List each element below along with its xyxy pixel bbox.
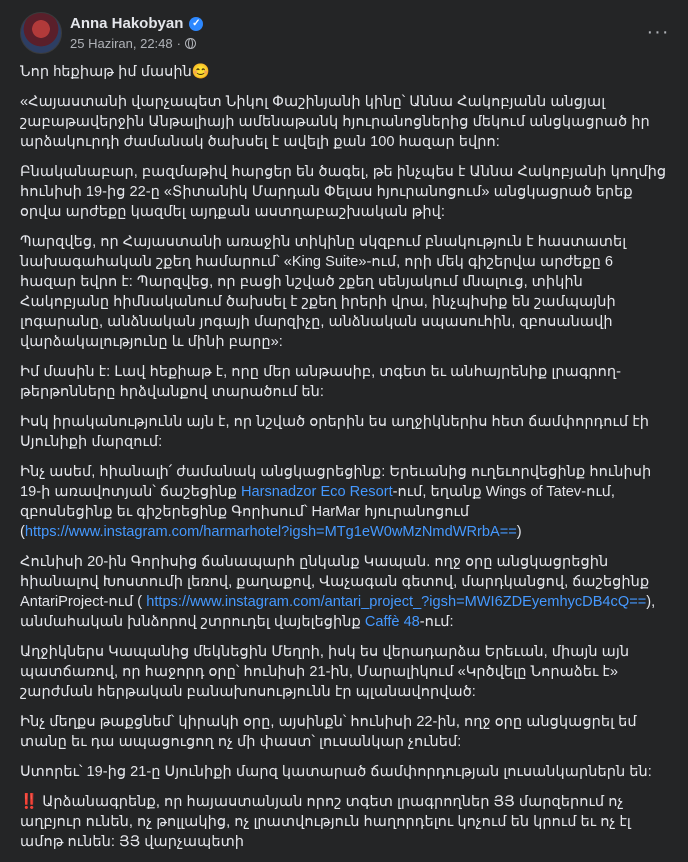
- meta-separator: ·: [176, 36, 181, 51]
- antari-instagram-link[interactable]: https://www.instagram.com/antari_project_?igsh=MWI6ZDEyemhycDB4cQ==: [146, 594, 647, 610]
- warning-icon: ‼️: [20, 794, 39, 810]
- author-row: [70, 15, 203, 32]
- post-meta: [70, 36, 196, 51]
- post-paragraph: Իմ մասին է: Լավ հեքիաթ է, որը մեր անթասիբ, տգետ եւ անհայրենիք լրագրող-թերթոնները հրձվանքով տարածում են:: [20, 364, 622, 400]
- harmar-instagram-link[interactable]: https://www.instagram.com/harmarhotel?igsh=MTg1eW0wMzNmdWRrbA==: [24, 524, 517, 540]
- paragraph-text: Հունիսի 20-ին Գորիսից ճանապարհ ընկանք Կապան. ողջ օրը անցկացրեցին հիանալով Խոստումի լեռով, քաղաքով, Վաչագան գետով, մարդկանցով, ճաշեցինք AntariProject-ում (: [20, 554, 654, 610]
- post-paragraph: [20, 552, 668, 632]
- verified-icon: ✓: [189, 17, 203, 31]
- more-icon[interactable]: ···: [646, 20, 670, 43]
- post-body: [20, 62, 671, 862]
- paragraph-text: ), անմահական խնձորով շտրուդել վայելեցինք: [20, 594, 660, 630]
- post-paragraph: Պարզվեց, որ Հայաստանի առաջին տիկինը սկզբում բնակություն է հաստատել նախագահական շքեղ համարում՝ «King Suite»-ում, որի մեկ գիշերվա արժեքը 6 հազար եվրո է: Պարզվեց, որ բացի նշված շքեղ սենյակում մնալուց, տիկին Հակոբյանը հիմնականում ծախսել է շքեղ իրերի վրա, ինչպիսիք են շամպայնի լոգարանը, անձնական յոգայի մարզիչը, անձնական սպասուհին, զբոսանավի վարձակալությունը և մինի բարը»:: [20, 234, 631, 350]
- globe-icon[interactable]: [185, 38, 196, 49]
- post-paragraph: Իսկ իրականությունն այն է, որ նշված օրերին ես աղջիկներիս հետ ճամփորդում էի Սյունիքի մարզում:: [20, 414, 654, 450]
- post-paragraph: Ստորեւ՝ 19-ից 21-ը Սյունիքի մարզ կատարած ճամփորդության լուսանկարներն են:: [20, 764, 652, 780]
- post-paragraph: Բնականաբար, բազմաթիվ հարցեր են ծագել, թե ինչպես է Աննա Հակոբյանի կողմից հունիսի 19-ից 22-ը «Տիտանիկ Մարդան Փելաս հյուրանոցում» անցկացրած երեք օրվա արժեքը կազմել այդքան աստղաբաշխական թիվ:: [20, 164, 671, 220]
- author-name[interactable]: Anna Hakobyan: [70, 15, 184, 32]
- paragraph-text: -ում, եղանք Wings of Tatev-ում, զբոսնեցինք եւ գիշերեցինք Գորիսում՝ HarMar հյուրանոցում (: [20, 484, 620, 540]
- paragraph-text: -ում:: [419, 614, 454, 630]
- post-timestamp[interactable]: 25 Haziran, 22:48: [70, 36, 173, 51]
- harsnadzor-link[interactable]: Harsnadzor Eco Resort: [240, 484, 393, 500]
- paragraph-text: ): [516, 524, 522, 540]
- post-paragraph: «Հայաստանի վարչապետ Նիկոլ Փաշինյանի կինը՝ Աննա Հակոբյանն անցյալ շաբաթավերջին Անթալիայի ամենաթանկ հյուրանոցներից մեկում անցկացրած իր արձակուրդի ժամանակ ծախսել է ավելի քան 100 հազար եվրո:: [20, 94, 654, 150]
- post-paragraph: [20, 462, 668, 542]
- post-paragraph: Ինչ մեղքս թաքցնեմ՝ կիրակի օրը, այսինքն՝ հունիսի 22-ին, ողջ օրը անցկացրել եմ տանը եւ դա ապացուցող ոչ մի փաստ՝ լուսանկար չունեմ:: [20, 714, 641, 750]
- post-intro: Նոր hեքիաթ իմ մասին😊: [20, 64, 211, 80]
- post-paragraph: Աղջիկներս Կապանից մեկնեցին Մեղրի, իսկ ես վերադարձա Երեւան, միայն այն պատճառով, որ հաջորդ օրը՝ հունիսի 21-ին, Մարալիկում «Կրծվելը Նորաձեւ է» շարժման հերթական բանախոսությունն էր պլանավորված:: [20, 644, 634, 700]
- paragraph-text: Ինչ ասեմ, հիանալի՛ ժամանակ անցկացրեցինք: Երեւանից ուղեւորվեցինք հունիսի 19-ի առավոտյան՝ ճաշեցինք: [20, 464, 656, 500]
- caffe48-link[interactable]: Caffè 48: [364, 614, 420, 630]
- avatar[interactable]: [20, 12, 62, 54]
- post-header: [20, 12, 674, 60]
- paragraph-text: Արձանագրենք, որ հայաստանյան որոշ տգետ լրագրողներ ՅՅ մարզերում ոչ աղբյուր ունեն, ոչ թոլլակից, ոչ լրատվություն հաղորդելու կոչում են կրում եւ ոչ էլ ամոթ ունեն: ՅՅ վարչապետի: [20, 794, 635, 850]
- post-paragraph: [20, 792, 668, 852]
